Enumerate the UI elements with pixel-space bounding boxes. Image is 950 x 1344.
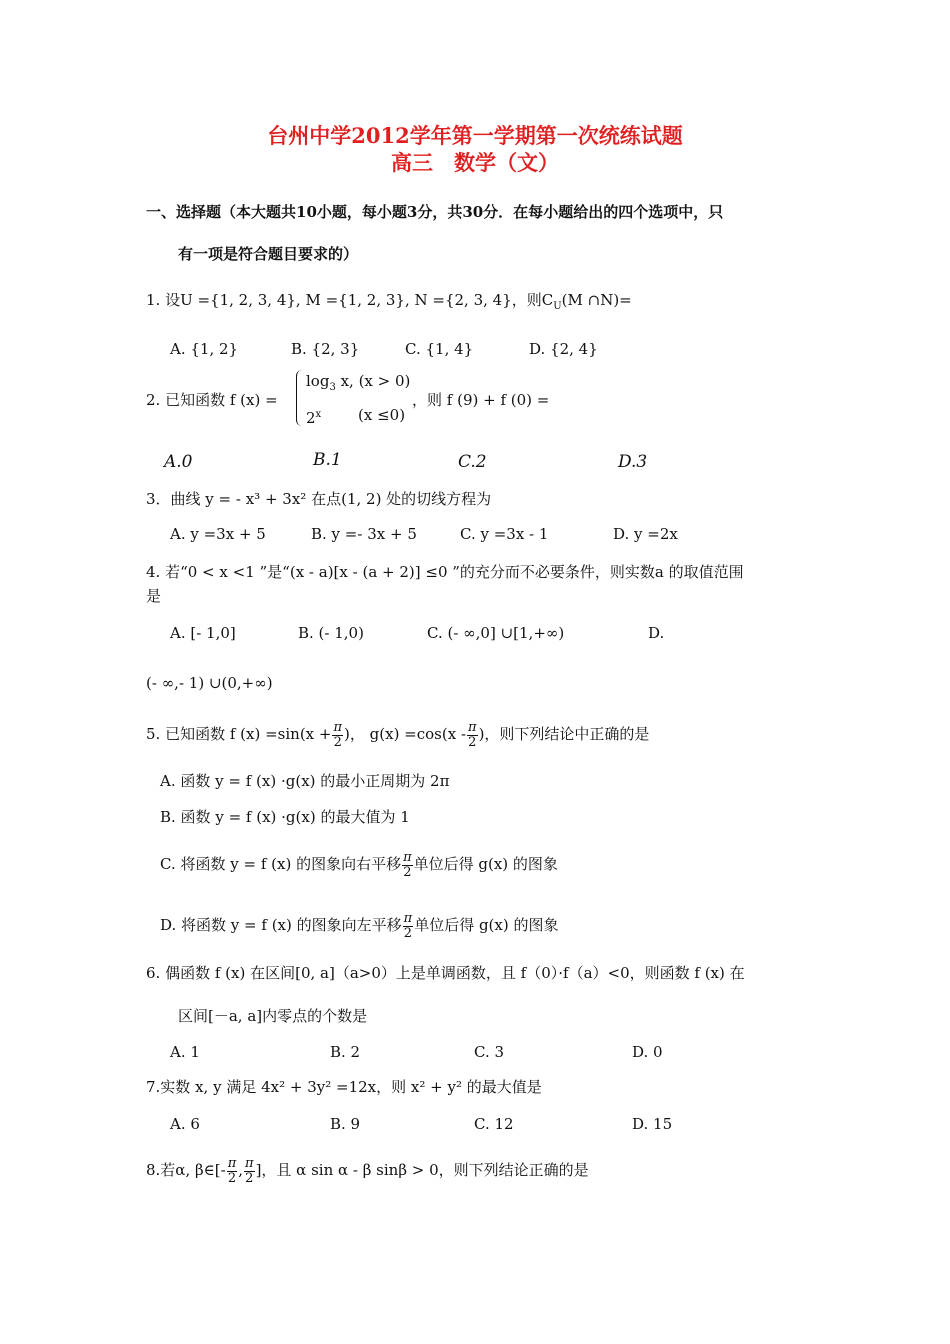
q5-option-c-tail: 单位后得 g(x) 的图象: [413, 855, 558, 873]
q3-option-d: D. y =2x: [613, 525, 678, 543]
q2-case2-exp: x: [315, 409, 322, 420]
q5-frac1-num: π: [333, 719, 343, 735]
q1-option-c: C. {1, 4}: [405, 340, 474, 358]
q2-option-c: C.2: [458, 452, 487, 472]
q8-frac2-num: π: [245, 1155, 254, 1171]
q8-fraction-1: [227, 1157, 238, 1186]
question-7-stem: 7.实数 x, y 满足 4x² + 3y² =12x，则 x² + y² 的最大值是: [146, 1078, 542, 1096]
q4-option-c: C. (- ∞,0] ∪[1,+∞): [427, 624, 565, 642]
q5-option-c: [160, 846, 558, 882]
q3-option-a: A. y =3x + 5: [170, 525, 266, 543]
section-heading-line1: 一、选择题（本大题共10小题，每小题3分，共30分．在每小题给出的四个选项中，只: [146, 203, 724, 221]
q1-stem-sub: U: [553, 301, 562, 312]
q6-option-b: B. 2: [330, 1043, 361, 1061]
q5-option-d-tail: 单位后得 g(x) 的图象: [414, 916, 559, 934]
q2-case-1: [306, 371, 410, 398]
question-3-stem: 3．曲线 y = - x³ + 3x² 在点(1, 2) 处的切线方程为: [146, 490, 492, 508]
q8-frac1-num: π: [227, 1155, 237, 1171]
q4-option-d: D.: [648, 624, 665, 642]
q5-optd-den: 2: [403, 925, 413, 941]
q8-frac1-den: 2: [227, 1170, 237, 1186]
q2-case-2-condition: (x ≤0): [358, 406, 406, 424]
question-4-stem-line2: 是: [146, 587, 162, 605]
q5-option-d: [160, 907, 559, 943]
q5-stem-c: )，则下列结论中正确的是: [478, 725, 650, 743]
q8-stem-a: 8.若α, β∈[-: [146, 1161, 226, 1179]
q2-case2-base: 2: [306, 409, 316, 427]
q4-option-b: B. (- 1,0): [298, 624, 364, 642]
q5-option-c-text: C. 将函数 y = f (x) 的图象向右平移: [160, 855, 402, 873]
q5-option-b: B. 函数 y = f (x) ·g(x) 的最大值为 1: [160, 808, 410, 826]
q8-fraction-2: [244, 1157, 255, 1186]
q5-stem-b: )， g(x) =cos(x -: [344, 725, 467, 743]
q5-frac2-den: 2: [468, 734, 477, 750]
q5-optd-num: π: [403, 910, 413, 926]
q6-option-d: D. 0: [632, 1043, 663, 1061]
q2-stem-prefix: 2. 已知函数 f (x) =: [146, 391, 278, 409]
q5-stem-a: 5. 已知函数 f (x) =sin(x +: [146, 725, 332, 743]
q7-option-d: D. 15: [632, 1115, 673, 1133]
question-6-stem-line1: 6. 偶函数 f (x) 在区间[0, a]（a>0）上是单调函数，且 f（0）·f（a）<0，则函数 f (x) 在: [146, 964, 745, 982]
q8-frac2-den: 2: [245, 1170, 254, 1186]
q5-option-d-text: D. 将函数 y = f (x) 的图象向左平移: [160, 916, 402, 934]
q1-option-d: D. {2, 4}: [529, 340, 598, 358]
q5-fraction-2: [467, 721, 478, 750]
q2-option-a: A.0: [164, 452, 193, 472]
q2-case1-base: 3: [329, 382, 336, 393]
q2-option-b: B.1: [313, 450, 342, 470]
q2-stem-suffix: ，则 f (9) + f (0) =: [412, 391, 550, 409]
exam-subtitle: 高三 数学（文）: [391, 150, 559, 175]
q2-case-2: [306, 405, 321, 428]
section-heading-line2: 有一项是符合题目要求的）: [178, 245, 359, 263]
question-5-stem: [146, 716, 649, 752]
q5-option-a: A. 函数 y = f (x) ·g(x) 的最小正周期为 2π: [160, 772, 450, 790]
q2-piecewise-brace: [296, 370, 303, 426]
q1-option-b: B. {2, 3}: [291, 340, 360, 358]
q6-option-c: C. 3: [474, 1043, 505, 1061]
q1-option-a: A. {1, 2}: [170, 340, 239, 358]
q7-option-b: B. 9: [330, 1115, 361, 1133]
q3-option-b: B. y =- 3x + 5: [311, 525, 417, 543]
q1-stem-text: 1. 设U ={1, 2, 3, 4}, M ={1, 2, 3}, N ={2, 3, 4}，则C: [146, 291, 554, 309]
q7-option-a: A. 6: [170, 1115, 200, 1133]
q5-optc-den: 2: [403, 864, 412, 880]
exam-title: 台州中学2012学年第一学期第一次统练试题: [267, 123, 683, 148]
q7-option-c: C. 12: [474, 1115, 514, 1133]
q4-option-d-value: (- ∞,- 1) ∪(0,+∞): [146, 674, 273, 692]
q8-stem-b: ,: [238, 1161, 244, 1179]
q6-option-a: A. 1: [170, 1043, 200, 1061]
question-6-stem-line2: 区间[－a, a]内零点的个数是: [178, 1007, 368, 1025]
q5-optc-fraction: [402, 851, 413, 880]
q2-case1-log: log: [306, 372, 330, 390]
q5-frac1-den: 2: [333, 734, 342, 750]
q1-stem-end: (M ∩N)=: [561, 291, 632, 309]
q5-optc-num: π: [403, 849, 412, 865]
q8-stem-c: ]，且 α sin α - β sinβ > 0，则下列结论正确的是: [255, 1161, 589, 1179]
q2-option-d: D.3: [618, 452, 648, 472]
question-4-stem-line1: 4. 若“0 < x <1 ”是“(x - a)[x - (a + 2)] ≤0 ”的充分而不必要条件，则实数a 的取值范围: [146, 563, 744, 581]
q5-optd-fraction: [403, 912, 414, 941]
q3-option-c: C. y =3x - 1: [460, 525, 549, 543]
q4-option-a: A. [- 1,0]: [170, 624, 236, 642]
question-1-stem: [146, 290, 632, 317]
q5-fraction-1: [332, 721, 343, 750]
question-8-stem: [146, 1152, 589, 1188]
q2-case1-tail: x, (x > 0): [335, 372, 411, 390]
q5-frac2-num: π: [468, 719, 477, 735]
